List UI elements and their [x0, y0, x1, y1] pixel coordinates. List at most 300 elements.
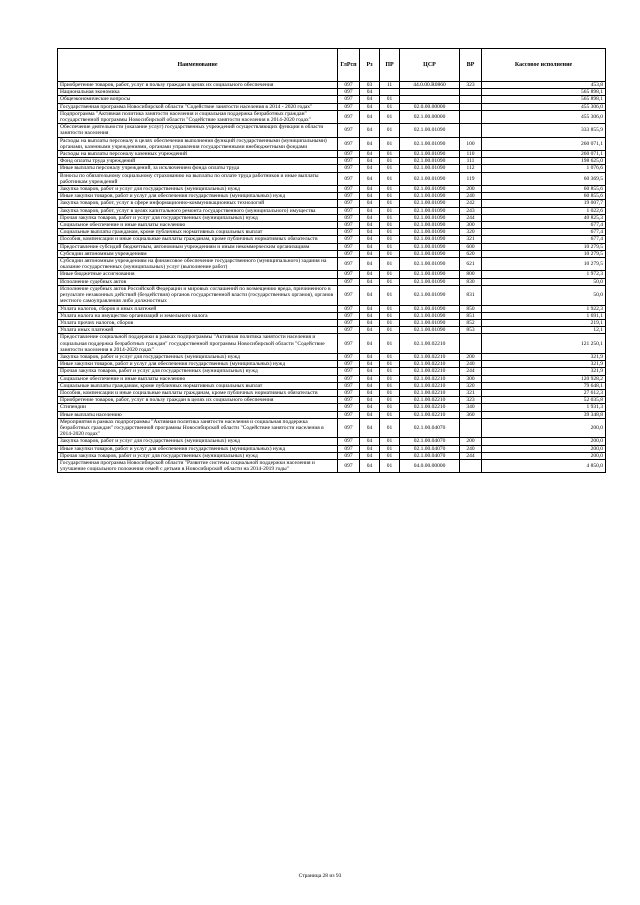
table-row [58, 89, 606, 96]
row-glrsp: 097 [338, 278, 360, 285]
row-rz: 04 [360, 353, 380, 360]
row-glrsp: 097 [338, 124, 360, 137]
row-csr: 02.1.00.01090 [400, 158, 460, 165]
table-row [58, 305, 606, 312]
row-vr: 111 [460, 158, 482, 165]
row-glrsp: 097 [338, 382, 360, 389]
row-csr: 02.1.00.02210 [400, 375, 460, 382]
row-name: Государственная программа Новосибирской области "Содействие занятости населения в 2014 - 2020 годах" [58, 103, 338, 110]
row-rz: 04 [360, 375, 380, 382]
row-amount: 260 071,1 [482, 151, 606, 158]
row-amount: 455 306,0 [482, 103, 606, 110]
row-csr: 02.1.00.01090 [400, 327, 460, 334]
row-vr: 850 [460, 305, 482, 312]
row-vr: 851 [460, 312, 482, 319]
budget-table [57, 48, 606, 473]
row-amount: 219,1 [482, 319, 606, 326]
row-glrsp: 097 [338, 397, 360, 404]
report-table-area [57, 48, 605, 473]
row-pr: 01 [380, 151, 400, 158]
row-vr: 110 [460, 151, 482, 158]
row-vr [460, 103, 482, 110]
row-csr [400, 89, 460, 96]
row-rz: 04 [360, 110, 380, 123]
row-vr: 240 [460, 361, 482, 368]
row-vr [460, 418, 482, 438]
row-pr: 01 [380, 236, 400, 243]
row-pr: 01 [380, 214, 400, 221]
row-amount: 1 076,6 [482, 165, 606, 172]
row-glrsp: 097 [338, 222, 360, 229]
row-glrsp: 097 [338, 96, 360, 103]
row-vr: 200 [460, 186, 482, 193]
row-glrsp: 097 [338, 207, 360, 214]
row-rz: 04 [360, 459, 380, 472]
row-amount: 565 898,1 [482, 89, 606, 96]
row-pr: 01 [380, 397, 400, 404]
row-pr: 01 [380, 389, 400, 396]
row-csr: 02.1.00.01090 [400, 285, 460, 305]
row-name: Закупка товаров, работ и услуг для государственных (муниципальных) нужд [58, 438, 338, 445]
row-rz: 04 [360, 214, 380, 221]
row-vr: 323 [460, 397, 482, 404]
row-pr: 01 [380, 382, 400, 389]
row-vr: 323 [460, 82, 482, 89]
row-glrsp: 097 [338, 312, 360, 319]
table-row [58, 312, 606, 319]
row-glrsp: 097 [338, 285, 360, 305]
table-row [58, 382, 606, 389]
row-amount: 12,1 [482, 327, 606, 334]
table-row [58, 361, 606, 368]
row-rz: 04 [360, 124, 380, 137]
row-csr: 02.0.00.00000 [400, 103, 460, 110]
row-amount: 1 022,6 [482, 207, 606, 214]
row-amount: 1 931,3 [482, 404, 606, 411]
row-csr: 02.1.00.04070 [400, 452, 460, 459]
row-rz: 04 [360, 229, 380, 236]
row-pr: 01 [380, 368, 400, 375]
row-csr: 02.1.00.02210 [400, 404, 460, 411]
row-amount: 455 306,0 [482, 110, 606, 123]
row-amount: 50,0 [482, 285, 606, 305]
row-pr: 01 [380, 404, 400, 411]
row-rz: 04 [360, 89, 380, 96]
row-name: Социальные выплаты гражданам, кроме публичных нормативных социальных выплат [58, 229, 338, 236]
table-row [58, 438, 606, 445]
row-csr: 02.1.00.01090 [400, 207, 460, 214]
row-amount: 27 612,3 [482, 389, 606, 396]
row-rz: 04 [360, 404, 380, 411]
row-name: Фонд оплаты труда учреждений [58, 158, 338, 165]
table-row [58, 452, 606, 459]
table-row [58, 389, 606, 396]
table-row [58, 243, 606, 250]
row-name: Исполнение судебных актов Российской Федерации и мировых соглашений по возмещению вреда, причиненного в результате незаконных действий (бездействия) органов государственной власти (государственных органов), органов местного самоуправления либо должностных [58, 285, 338, 305]
row-csr: 02.1.00.02210 [400, 368, 460, 375]
row-pr: 01 [380, 124, 400, 137]
row-amount: 198 625,0 [482, 158, 606, 165]
row-vr: 243 [460, 207, 482, 214]
row-name: Общеэкономические вопросы [58, 96, 338, 103]
row-name: Иные выплаты персоналу учреждений, за исключением фонда оплаты труда [58, 165, 338, 172]
row-name: Уплата налогов, сборов и иных платежей [58, 305, 338, 312]
row-rz: 04 [360, 258, 380, 271]
row-name: Прочая закупка товаров, работ и услуг для государственных (муниципальных) нужд [58, 452, 338, 459]
row-pr: 11 [380, 82, 400, 89]
table-row [58, 103, 606, 110]
header-name: Наименование [58, 49, 338, 82]
row-vr [460, 89, 482, 96]
row-vr: 119 [460, 172, 482, 185]
row-pr: 01 [380, 229, 400, 236]
row-glrsp: 097 [338, 258, 360, 271]
row-vr: 852 [460, 319, 482, 326]
row-glrsp: 097 [338, 445, 360, 452]
table-row [58, 137, 606, 150]
table-row [58, 368, 606, 375]
row-rz: 04 [360, 186, 380, 193]
row-glrsp: 097 [338, 186, 360, 193]
row-name: Подпрограмма "Активная политика занятости населения и социальная поддержка безработных граждан" государственной программы Новосибирской области "Содействие занятости населения в 2014-2020 годах" [58, 110, 338, 123]
row-csr: 02.1.00.04070 [400, 418, 460, 438]
row-rz: 04 [360, 250, 380, 257]
header-cash-execution: Кассовое исполнение [482, 49, 606, 82]
row-glrsp: 097 [338, 103, 360, 110]
row-vr: 830 [460, 278, 482, 285]
row-vr: 244 [460, 214, 482, 221]
row-glrsp: 097 [338, 353, 360, 360]
row-vr [460, 124, 482, 137]
header-rz: Рз [360, 49, 380, 82]
row-amount: 79 648,1 [482, 382, 606, 389]
row-rz: 04 [360, 418, 380, 438]
row-vr: 321 [460, 236, 482, 243]
row-name: Приобретение товаров, работ, услуг в пользу граждан в целях их социального обеспечения [58, 82, 338, 89]
table-row [58, 397, 606, 404]
row-amount: 565 898,1 [482, 96, 606, 103]
row-amount: 10 279,5 [482, 258, 606, 271]
row-name: Иные закупки товаров, работ и услуг для обеспечения государственных (муниципальных) нужд [58, 445, 338, 452]
row-name: Мероприятия в рамках подпрограммы "Активная политика занятости населения и социальная поддержка безработных граждан" государственной программы Новосибирской области "Содействие занятости населения в 2014-2020 годах" [58, 418, 338, 438]
row-vr: 240 [460, 445, 482, 452]
header-csr: ЦСР [400, 49, 460, 82]
row-glrsp: 097 [338, 214, 360, 221]
row-vr: 800 [460, 271, 482, 278]
row-rz: 04 [360, 271, 380, 278]
row-amount: 52 035,8 [482, 397, 606, 404]
row-csr: 02.1.00.01090 [400, 172, 460, 185]
table-row [58, 404, 606, 411]
table-row [58, 96, 606, 103]
table-row [58, 459, 606, 472]
row-name: Закупка товаров, работ и услуг для государственных (муниципальных) нужд [58, 186, 338, 193]
row-rz: 04 [360, 200, 380, 207]
table-row [58, 193, 606, 200]
row-glrsp: 097 [338, 411, 360, 418]
row-rz: 04 [360, 103, 380, 110]
row-amount: 40 825,3 [482, 214, 606, 221]
table-row [58, 258, 606, 271]
row-glrsp: 097 [338, 158, 360, 165]
row-pr: 01 [380, 353, 400, 360]
row-amount: 677,4 [482, 222, 606, 229]
row-rz: 04 [360, 285, 380, 305]
row-amount: 121 250,1 [482, 334, 606, 354]
table-row [58, 445, 606, 452]
row-name: Предоставление субсидий бюджетным, автономным учреждениям и иным некоммерческим организациям [58, 243, 338, 250]
row-vr: 242 [460, 200, 482, 207]
row-csr: 02.1.00.00000 [400, 110, 460, 123]
row-glrsp: 097 [338, 452, 360, 459]
row-glrsp: 097 [338, 165, 360, 172]
row-pr: 01 [380, 96, 400, 103]
row-vr: 853 [460, 327, 482, 334]
row-name: Взносы по обязательному социальному страхованию на выплаты по оплате труда работников и иные выплаты работникам учреждений [58, 172, 338, 185]
row-rz: 04 [360, 305, 380, 312]
table-row [58, 110, 606, 123]
row-vr: 244 [460, 368, 482, 375]
table-row [58, 278, 606, 285]
row-csr: 04.0.00.00000 [400, 459, 460, 472]
row-amount: 1 972,3 [482, 271, 606, 278]
row-amount: 19 007,7 [482, 200, 606, 207]
table-row [58, 82, 606, 89]
row-name: Пособия, компенсации и иные социальные выплаты гражданам, кроме публичных нормативных обязательств [58, 389, 338, 396]
row-csr: 02.1.00.02210 [400, 353, 460, 360]
row-pr: 01 [380, 438, 400, 445]
row-vr [460, 459, 482, 472]
row-rz: 04 [360, 96, 380, 103]
row-rz: 04 [360, 389, 380, 396]
row-amount: 60 855,6 [482, 186, 606, 193]
table-row [58, 327, 606, 334]
row-amount: 1 922,3 [482, 305, 606, 312]
row-amount: 200,0 [482, 452, 606, 459]
table-row [58, 124, 606, 137]
row-name: Субсидии автономным учреждениям на финансовое обеспечение государственного (муниципального) задания на оказание государственных (муниципальных) услуг (выполнение работ) [58, 258, 338, 271]
row-glrsp: 097 [338, 459, 360, 472]
row-glrsp: 097 [338, 334, 360, 354]
row-pr: 01 [380, 418, 400, 438]
row-pr: 01 [380, 172, 400, 185]
row-vr [460, 96, 482, 103]
row-pr: 01 [380, 361, 400, 368]
row-glrsp: 097 [338, 375, 360, 382]
row-csr: 02.1.00.01090 [400, 151, 460, 158]
row-vr: 200 [460, 353, 482, 360]
row-name: Иные закупки товаров, работ и услуг для обеспечения государственных (муниципальных) нужд [58, 193, 338, 200]
row-csr: 02.1.00.01090 [400, 236, 460, 243]
row-pr: 01 [380, 243, 400, 250]
row-rz: 04 [360, 319, 380, 326]
row-rz: 04 [360, 243, 380, 250]
row-name: Закупка товаров, работ, услуг в сфере информационно-коммуникационных технологий [58, 200, 338, 207]
row-glrsp: 097 [338, 137, 360, 150]
row-name: Иные закупки товаров, работ и услуг для обеспечения государственных (муниципальных) нужд [58, 361, 338, 368]
row-pr: 01 [380, 459, 400, 472]
row-name: Стипендии [58, 404, 338, 411]
row-rz: 04 [360, 137, 380, 150]
row-glrsp: 097 [338, 418, 360, 438]
row-amount: 10 279,5 [482, 243, 606, 250]
table-row [58, 207, 606, 214]
row-pr: 01 [380, 110, 400, 123]
row-pr: 01 [380, 250, 400, 257]
row-rz: 04 [360, 222, 380, 229]
row-name: Исполнение судебных актов [58, 278, 338, 285]
row-rz: 04 [360, 327, 380, 334]
row-pr: 01 [380, 327, 400, 334]
row-pr: 01 [380, 103, 400, 110]
row-csr: 02.1.00.01090 [400, 137, 460, 150]
row-csr: 02.1.00.04070 [400, 438, 460, 445]
row-csr: 02.1.00.01090 [400, 243, 460, 250]
row-vr: 112 [460, 165, 482, 172]
row-name: Прочая закупка товаров, работ и услуг для государственных (муниципальных) нужд [58, 368, 338, 375]
row-csr: 02.1.00.01090 [400, 186, 460, 193]
row-csr: 02.1.00.01090 [400, 258, 460, 271]
row-name: Уплата налога на имущество организаций и земельного налога [58, 312, 338, 319]
row-glrsp: 097 [338, 193, 360, 200]
row-vr: 244 [460, 452, 482, 459]
row-glrsp: 097 [338, 229, 360, 236]
table-row [58, 271, 606, 278]
row-glrsp: 097 [338, 151, 360, 158]
page-footer: Страница 28 из 93 [298, 873, 342, 879]
row-vr: 100 [460, 137, 482, 150]
row-name: Социальные выплаты гражданам, кроме публичных нормативных социальных выплат [58, 382, 338, 389]
row-name: Прочая закупка товаров, работ и услуг для государственных (муниципальных) нужд [58, 214, 338, 221]
row-rz: 03 [360, 82, 380, 89]
row-vr: 621 [460, 258, 482, 271]
table-row [58, 285, 606, 305]
row-rz: 04 [360, 411, 380, 418]
row-vr: 240 [460, 193, 482, 200]
row-glrsp: 097 [338, 89, 360, 96]
row-amount: 60 369,5 [482, 172, 606, 185]
row-amount: 1 691,1 [482, 312, 606, 319]
table-row [58, 229, 606, 236]
row-amount: 333 855,9 [482, 124, 606, 137]
row-glrsp: 097 [338, 368, 360, 375]
row-name: Уплата иных платежей [58, 327, 338, 334]
row-vr: 831 [460, 285, 482, 305]
row-amount: 453,8 [482, 82, 606, 89]
table-row [58, 250, 606, 257]
row-pr: 01 [380, 411, 400, 418]
row-amount: 677,4 [482, 229, 606, 236]
row-name: Обеспечение деятельности (оказание услуг) государственных учреждений осуществляющих функции в области занятости населения [58, 124, 338, 137]
row-pr: 01 [380, 452, 400, 459]
row-name: Субсидии автономным учреждениям [58, 250, 338, 257]
table-row [58, 186, 606, 193]
row-vr [460, 334, 482, 354]
row-amount: 200,0 [482, 418, 606, 438]
row-rz: 04 [360, 445, 380, 452]
row-amount: 260 071,1 [482, 137, 606, 150]
row-csr [400, 96, 460, 103]
row-pr: 01 [380, 305, 400, 312]
row-amount: 321,9 [482, 353, 606, 360]
table-row [58, 172, 606, 185]
row-pr: 01 [380, 334, 400, 354]
row-pr: 01 [380, 207, 400, 214]
row-name: Национальная экономика [58, 89, 338, 96]
row-pr: 01 [380, 312, 400, 319]
row-name: Пособия, компенсации и иные социальные выплаты гражданам, кроме публичных нормативных обязательств [58, 236, 338, 243]
row-vr: 600 [460, 243, 482, 250]
row-pr: 01 [380, 445, 400, 452]
row-csr: 02.1.00.01090 [400, 193, 460, 200]
table-row [58, 222, 606, 229]
row-csr: 02.1.00.01090 [400, 165, 460, 172]
header-glrsp: ГлРсп [338, 49, 360, 82]
row-csr: 02.1.00.01090 [400, 319, 460, 326]
row-csr: 02.1.00.01090 [400, 222, 460, 229]
row-glrsp: 097 [338, 305, 360, 312]
row-csr: 02.1.00.02210 [400, 382, 460, 389]
row-rz: 04 [360, 312, 380, 319]
table-row [58, 375, 606, 382]
row-name: Расходы на выплаты персоналу в целях обеспечения выполнения функций государственными (муниципальными) органами, казенными учреждениями, органами управления государственными внебюджетными фондами [58, 137, 338, 150]
table-row [58, 151, 606, 158]
row-name: Социальное обеспечение и иные выплаты населению [58, 222, 338, 229]
row-vr: 620 [460, 250, 482, 257]
row-rz: 04 [360, 165, 380, 172]
row-glrsp: 097 [338, 200, 360, 207]
row-pr: 01 [380, 137, 400, 150]
row-glrsp: 097 [338, 404, 360, 411]
row-vr: 321 [460, 389, 482, 396]
row-csr: 02.1.00.01090 [400, 271, 460, 278]
row-rz: 04 [360, 334, 380, 354]
table-row [58, 418, 606, 438]
row-csr: 02.1.00.01090 [400, 250, 460, 257]
row-name: Приобретение товаров, работ, услуг в пользу граждан в целях их социального обеспечения [58, 397, 338, 404]
header-pr: ПР [380, 49, 400, 82]
row-csr: 02.1.00.01090 [400, 312, 460, 319]
row-pr: 01 [380, 158, 400, 165]
row-vr: 320 [460, 382, 482, 389]
row-name: Закупка товаров, работ и услуг для государственных (муниципальных) нужд [58, 353, 338, 360]
row-name: Расходы на выплаты персоналу казенных учреждений [58, 151, 338, 158]
table-row [58, 319, 606, 326]
row-glrsp: 097 [338, 319, 360, 326]
row-amount: 10 279,5 [482, 250, 606, 257]
row-rz: 04 [360, 452, 380, 459]
row-rz: 04 [360, 151, 380, 158]
table-row [58, 165, 606, 172]
row-rz: 04 [360, 361, 380, 368]
row-pr: 01 [380, 258, 400, 271]
row-csr: 02.1.00.02210 [400, 411, 460, 418]
table-row [58, 411, 606, 418]
row-rz: 04 [360, 382, 380, 389]
row-csr: 02.1.00.02210 [400, 361, 460, 368]
row-rz: 04 [360, 207, 380, 214]
row-amount: 321,9 [482, 368, 606, 375]
row-name: Социальное обеспечение и иные выплаты населению [58, 375, 338, 382]
row-pr: 01 [380, 319, 400, 326]
table-body [58, 82, 606, 473]
row-pr: 01 [380, 222, 400, 229]
row-glrsp: 097 [338, 389, 360, 396]
row-glrsp: 097 [338, 271, 360, 278]
row-rz: 04 [360, 438, 380, 445]
row-pr: 01 [380, 278, 400, 285]
row-pr: 01 [380, 375, 400, 382]
